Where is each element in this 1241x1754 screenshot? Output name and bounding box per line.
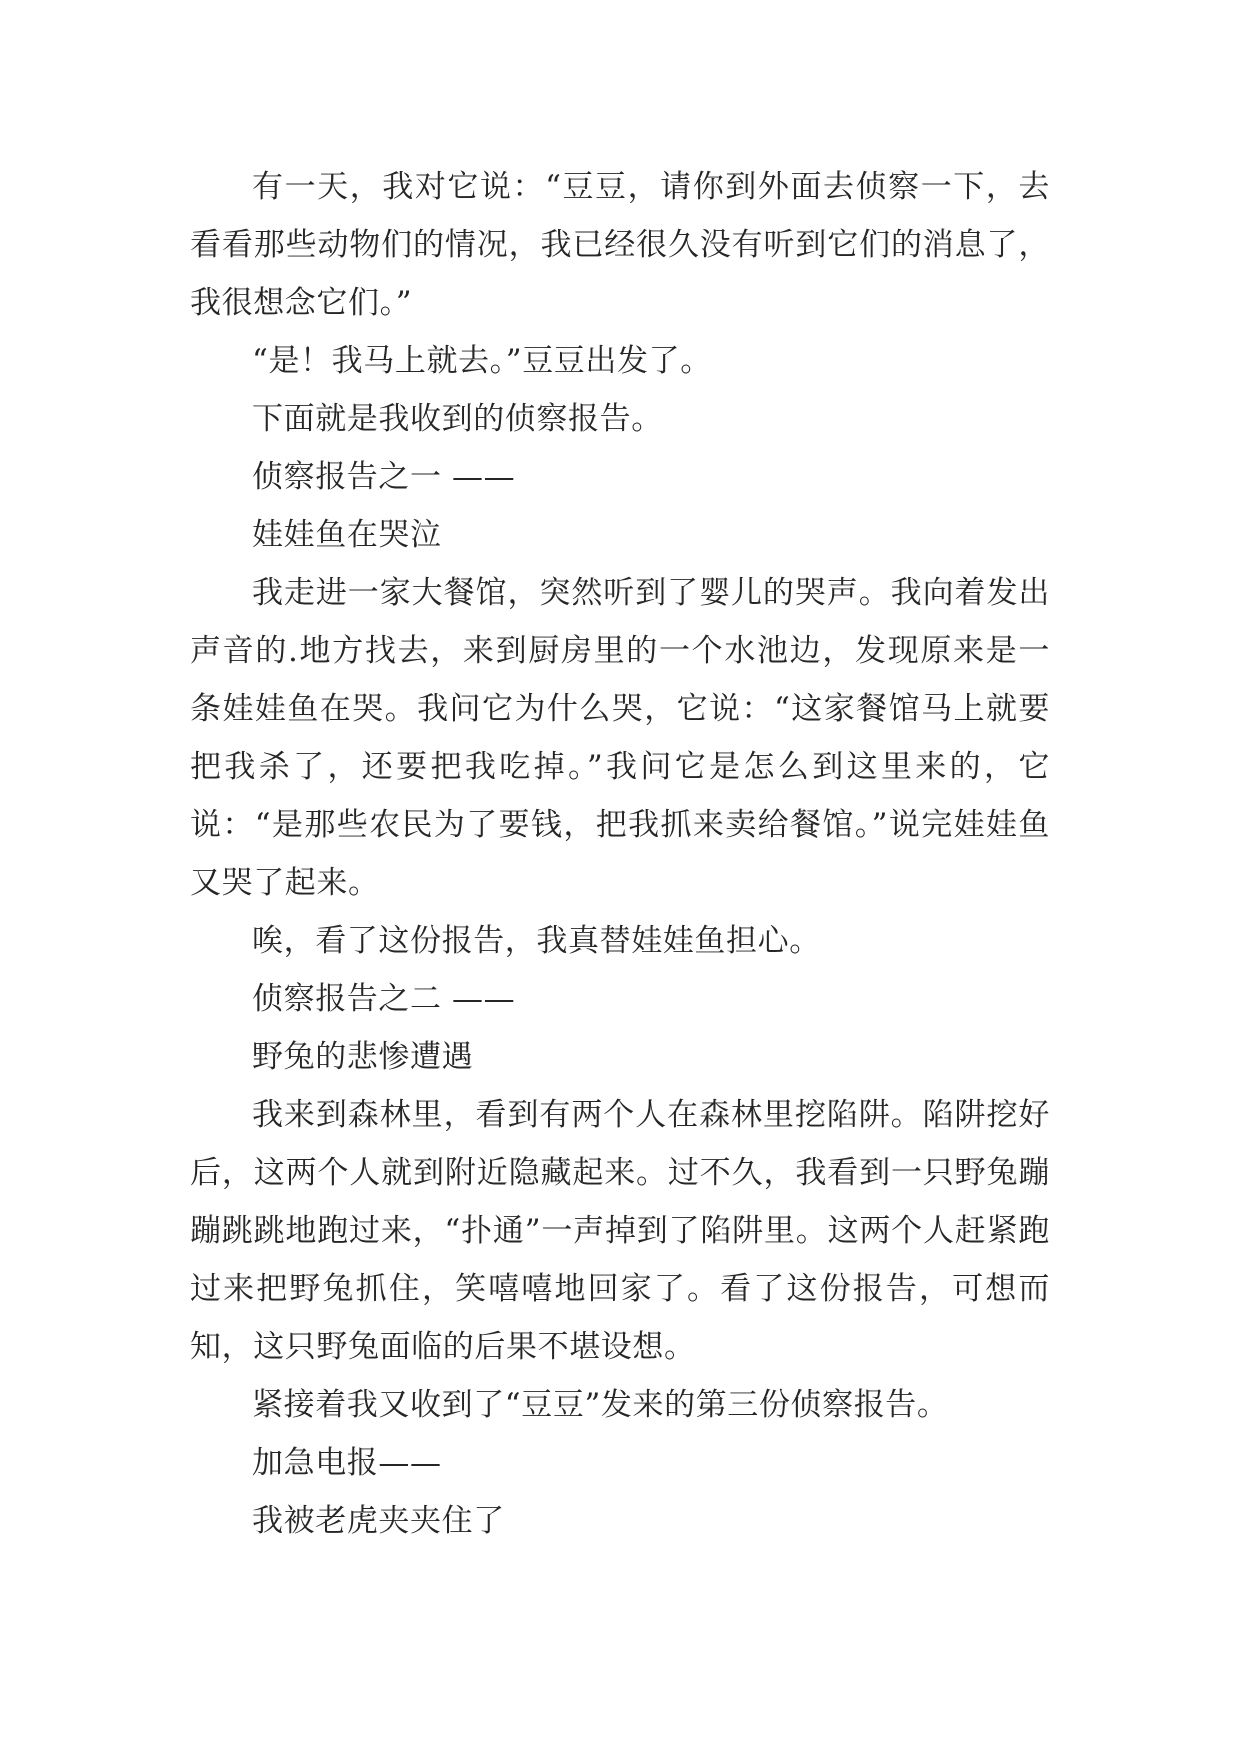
report-title-1: 娃娃鱼在哭泣 <box>252 517 442 553</box>
report-comment-1: 唉，看了这份报告，我真替娃娃鱼担心。 <box>252 923 821 959</box>
report-heading-3: 加急电报—— <box>252 1445 442 1481</box>
report-title-3: 我被老虎夹夹住了 <box>252 1503 505 1539</box>
paragraph-reports-intro: 下面就是我收到的侦察报告。 <box>252 401 663 437</box>
report-body-1: 我走进一家大餐馆，突然听到了婴儿的哭声。我向着发出声音的.地方找去，来到厨房里的一个水池边，发现原来是一条娃娃鱼在哭。我问它为什么哭，它说：“这家餐馆马上就要把我杀了，还要把我吃掉。”我问它是怎么到这里来的，它说：“是那些农民为了要钱，把我抓来卖给餐馆。”说完娃娃鱼又哭了起来。 <box>190 575 1050 901</box>
paragraph-third-report: 紧接着我又收到了“豆豆”发来的第三份侦察报告。 <box>252 1387 949 1423</box>
paragraph-intro: 有一天，我对它说：“豆豆，请你到外面去侦察一下，去看看那些动物们的情况，我已经很久没有听到它们的消息了，我很想念它们。” <box>190 169 1050 321</box>
report-title-2: 野兔的悲惨遭遇 <box>252 1039 474 1075</box>
report-heading-1: 侦察报告之一 —— <box>252 459 516 495</box>
report-body-2: 我来到森林里，看到有两个人在森林里挖陷阱。陷阱挖好后，这两个人就到附近隐藏起来。过不久，我看到一只野兔蹦蹦跳跳地跑过来，“扑通”一声掉到了陷阱里。这两个人赶紧跑过来把野兔抓住，笑嘻嘻地回家了。看了这份报告，可想而知，这只野兔面临的后果不堪设想。 <box>190 1097 1050 1365</box>
report-heading-2: 侦察报告之二 —— <box>252 981 516 1017</box>
document-body <box>190 158 1050 1550</box>
paragraph-reply: “是！我马上就去。”豆豆出发了。 <box>252 343 712 379</box>
